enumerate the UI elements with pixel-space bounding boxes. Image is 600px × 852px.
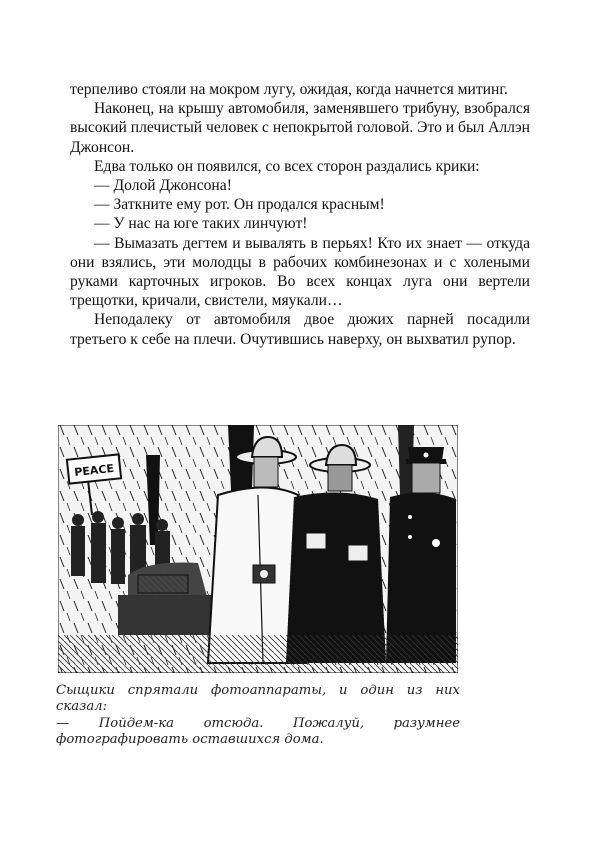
paragraph-8: Неподалеку от автомобиля двое дюжих парней посадили третьего к себе на плечи. Очутившись наверху, он выхватил рупор. [70,311,530,348]
caption-line-1: Сыщики спрятали фотоаппараты, и один из них сказал: [56,683,460,715]
paragraph-2: Наконец, на крышу автомобиля, заменявшего трибуну, взобрался высокий плечистый человек с непокрытой головой. Это и был Аллэн Джонсон. [70,100,530,156]
paragraph-1: терпеливо стояли на мокром лугу, ожидая, когда начнется митинг. [70,81,508,98]
ground [58,635,458,673]
illustration-detectives [58,425,458,673]
paragraph-5: — Заткните ему рот. Он продался красным! [94,196,385,214]
caption-line-2: — Пойдем-ка отсюда. Пожалуй, разумнее фотографировать оставшихся дома. [56,715,460,748]
paragraph-6: — У нас на юге таких линчуют! [94,215,308,233]
paragraph-4: — Долой Джонсона! [94,177,232,195]
paragraph-7: — Вымазать дегтем и вывалять в перьях! Кто их знает — откуда они взялись, эти молодцы в рабочих комбинезонах и с холеными руками карточных игроков. Во всех концах луга они вертели трещотки, кричали, свистели, мяукали… [70,234,530,310]
peace-sign-text: PEACE [73,461,115,480]
body-text [70,80,530,349]
illustration-caption [56,683,460,749]
paragraph-3: Едва только он появился, со всех сторон раздались крики: [94,157,480,175]
